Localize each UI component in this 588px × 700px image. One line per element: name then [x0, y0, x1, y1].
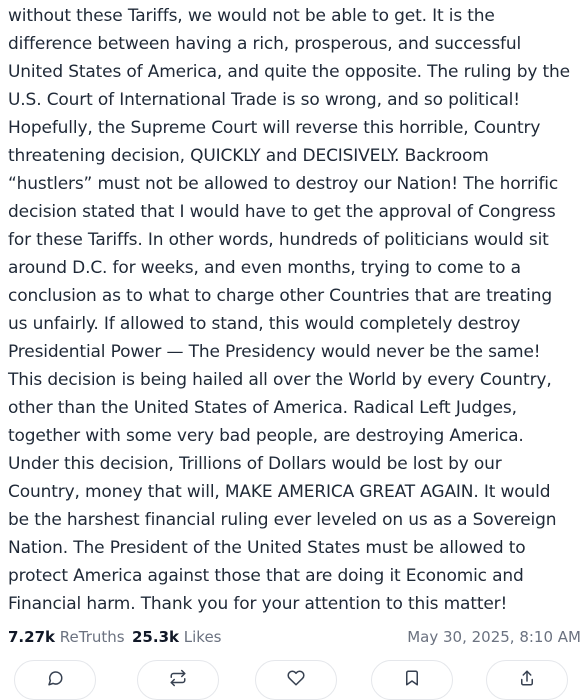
likes-count: 25.3k: [132, 628, 179, 646]
retruths-stat[interactable]: [8, 628, 125, 646]
post-text-line: around D.C. for weeks, and even months, trying to come to a: [8, 258, 521, 278]
post-text-line: Nation. The President of the United States must be allowed to: [8, 538, 526, 558]
bookmark-button[interactable]: [371, 660, 453, 700]
post-text-line: Under this decision, Trillions of Dollars would be lost by our: [8, 454, 502, 474]
post-text: [8, 2, 588, 618]
post-text-line: U.S. Court of International Trade is so wrong, and so political!: [8, 90, 520, 110]
likes-stat[interactable]: [132, 628, 222, 646]
post-text-line: other than the United States of America. Radical Left Judges,: [8, 398, 517, 418]
post-text-line: Financial harm. Thank you for your attention to this matter!: [8, 594, 508, 614]
post-text-line: protect America against those that are doing it Economic and: [8, 566, 524, 586]
post-text-line: decision stated that I would have to get the approval of Congress: [8, 202, 556, 222]
post-text-line: Hopefully, the Supreme Court will reverse this horrible, Country: [8, 118, 541, 138]
reply-icon: [46, 669, 64, 687]
post-text-line: without these Tariffs, we would not be able to get. It is the: [8, 6, 495, 26]
bookmark-icon: [403, 669, 421, 687]
post-timestamp[interactable]: May 30, 2025, 8:10 AM: [407, 628, 581, 646]
post-text-line: conclusion as to what to charge other Countries that are treating: [8, 286, 552, 306]
like-icon: [287, 669, 305, 687]
retruth-icon: [169, 669, 187, 687]
post-text-line: difference between having a rich, prosperous, and successful: [8, 34, 522, 54]
post-text-line: Presidential Power — The Presidency would never be the same!: [8, 342, 541, 362]
likes-label: Likes: [183, 628, 222, 646]
like-button[interactable]: [255, 660, 337, 700]
post-stats: [8, 625, 580, 651]
post-text-line: threatening decision, QUICKLY and DECISIVELY. Backroom: [8, 146, 489, 166]
share-icon: [518, 669, 536, 687]
retruths-label: ReTruths: [59, 628, 125, 646]
post-text-line: “hustlers” must not be allowed to destroy our Nation! The horrific: [8, 174, 559, 194]
post-text-line: together with some very bad people, are destroying America.: [8, 426, 524, 446]
action-bar: [0, 660, 588, 700]
post-text-line: United States of America, and quite the opposite. The ruling by the: [8, 62, 570, 82]
post-text-line: Country, money that will, MAKE AMERICA GREAT AGAIN. It would: [8, 482, 551, 502]
retruths-count: 7.27k: [8, 628, 55, 646]
share-button[interactable]: [486, 660, 568, 700]
post-text-line: This decision is being hailed all over the World by every Country,: [8, 370, 552, 390]
post-text-line: be the harshest financial ruling ever leveled on us as a Sovereign: [8, 510, 557, 530]
retruth-button[interactable]: [137, 660, 219, 700]
post-text-line: us unfairly. If allowed to stand, this would completely destroy: [8, 314, 521, 334]
post-text-line: for these Tariffs. In other words, hundreds of politicians would sit: [8, 230, 549, 250]
reply-button[interactable]: [14, 660, 96, 700]
